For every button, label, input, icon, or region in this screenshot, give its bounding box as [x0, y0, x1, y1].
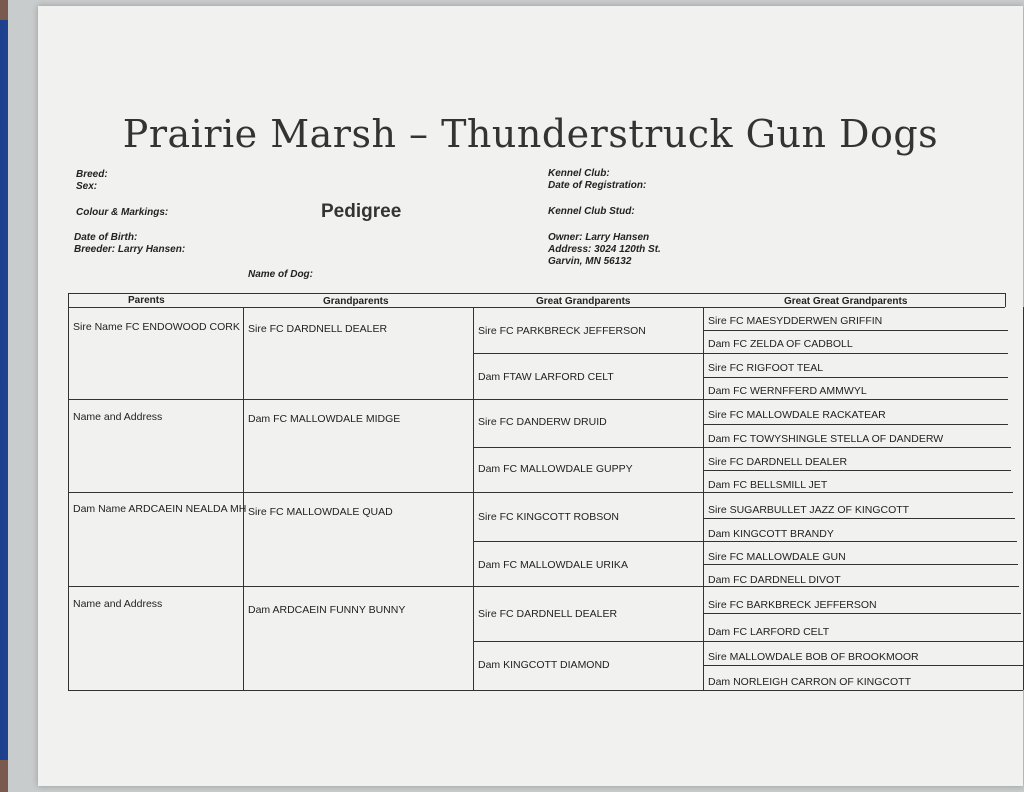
name-of-dog-label: Name of Dog: [248, 269, 313, 280]
pedigree-sheet [38, 6, 1023, 786]
address-line-1: Address: 3024 120th St. [548, 244, 661, 255]
great-grandparent-5: Sire FC KINGCOTT ROBSON [478, 511, 619, 523]
grandparent-2: Dam FC MALLOWDALE MIDGE [248, 413, 401, 425]
header-grandparents: Grandparents [323, 296, 389, 307]
great-grandparent-7: Sire FC DARDNELL DEALER [478, 608, 618, 620]
pedigree-table [68, 293, 1023, 703]
gg-grandparent-14: Dam FC LARFORD CELT [708, 626, 830, 638]
great-grandparent-6: Dam FC MALLOWDALE URIKA [478, 559, 628, 571]
header-great-grandparents: Great Grandparents [536, 296, 631, 307]
great-grandparent-1: Sire FC PARKBRECK JEFFERSON [478, 325, 646, 337]
gg-grandparent-1: Sire FC MAESYDDERWEN GRIFFIN [708, 315, 883, 327]
pedigree-heading: Pedigree [321, 201, 402, 222]
parent-dam: Dam Name ARDCAEIN NEALDA MH [73, 503, 247, 515]
gg-grandparent-11: Sire FC MALLOWDALE GUN [708, 551, 846, 563]
sex-label: Sex: [76, 181, 98, 192]
gg-grandparent-9: Sire SUGARBULLET JAZZ OF KINGCOTT [708, 504, 910, 516]
kennel-club-stud-label: Kennel Club Stud: [548, 206, 635, 217]
gg-grandparent-10: Dam KINGCOTT BRANDY [708, 528, 834, 540]
gg-grandparent-13: Sire FC BARKBRECK JEFFERSON [708, 599, 877, 611]
gg-grandparent-15: Sire MALLOWDALE BOB OF BROOKMOOR [708, 651, 919, 663]
page-title: Prairie Marsh – Thunderstruck Gun Dogs [122, 112, 939, 156]
address-line-2: Garvin, MN 56132 [548, 256, 632, 267]
gg-grandparent-16: Dam NORLEIGH CARRON OF KINGCOTT [708, 676, 912, 688]
great-grandparent-2: Dam FTAW LARFORD CELT [478, 371, 614, 383]
breed-label: Breed: [76, 169, 108, 180]
header-parents: Parents [128, 295, 165, 306]
parent-sire-address: Name and Address [73, 411, 163, 423]
great-grandparent-8: Dam KINGCOTT DIAMOND [478, 659, 610, 671]
great-grandparent-4: Dam FC MALLOWDALE GUPPY [478, 463, 633, 475]
breeder-label: Breeder: Larry Hansen: [74, 244, 186, 255]
colour-label: Colour & Markings: [76, 207, 169, 218]
gg-grandparent-5: Sire FC MALLOWDALE RACKATEAR [708, 409, 886, 421]
gg-grandparent-6: Dam FC TOWYSHINGLE STELLA OF DANDERW [708, 433, 944, 445]
grandparent-3: Sire FC MALLOWDALE QUAD [248, 506, 393, 518]
grandparent-1: Sire FC DARDNELL DEALER [248, 323, 388, 335]
header-great-great-grandparents: Great Great Grandparents [784, 296, 908, 307]
grandparent-4: Dam ARDCAEIN FUNNY BUNNY [248, 604, 406, 616]
dob-label: Date of Birth: [74, 232, 138, 243]
gg-grandparent-12: Dam FC DARDNELL DIVOT [708, 574, 841, 586]
registration-label: Date of Registration: [548, 180, 647, 191]
owner-label: Owner: Larry Hansen [548, 232, 650, 243]
gg-grandparent-2: Dam FC ZELDA OF CADBOLL [708, 338, 853, 350]
kennel-club-label: Kennel Club: [548, 168, 610, 179]
plastic-sleeve [8, 0, 1024, 792]
gg-grandparent-4: Dam FC WERNFFERD AMMWYL [708, 385, 867, 397]
parent-dam-address: Name and Address [73, 598, 163, 610]
gg-grandparent-3: Sire FC RIGFOOT TEAL [708, 362, 824, 374]
gg-grandparent-8: Dam FC BELLSMILL JET [708, 479, 828, 491]
gg-grandparent-7: Sire FC DARDNELL DEALER [708, 456, 848, 468]
great-grandparent-3: Sire FC DANDERW DRUID [478, 416, 607, 428]
parent-sire: Sire Name FC ENDOWOOD CORK [73, 321, 240, 333]
